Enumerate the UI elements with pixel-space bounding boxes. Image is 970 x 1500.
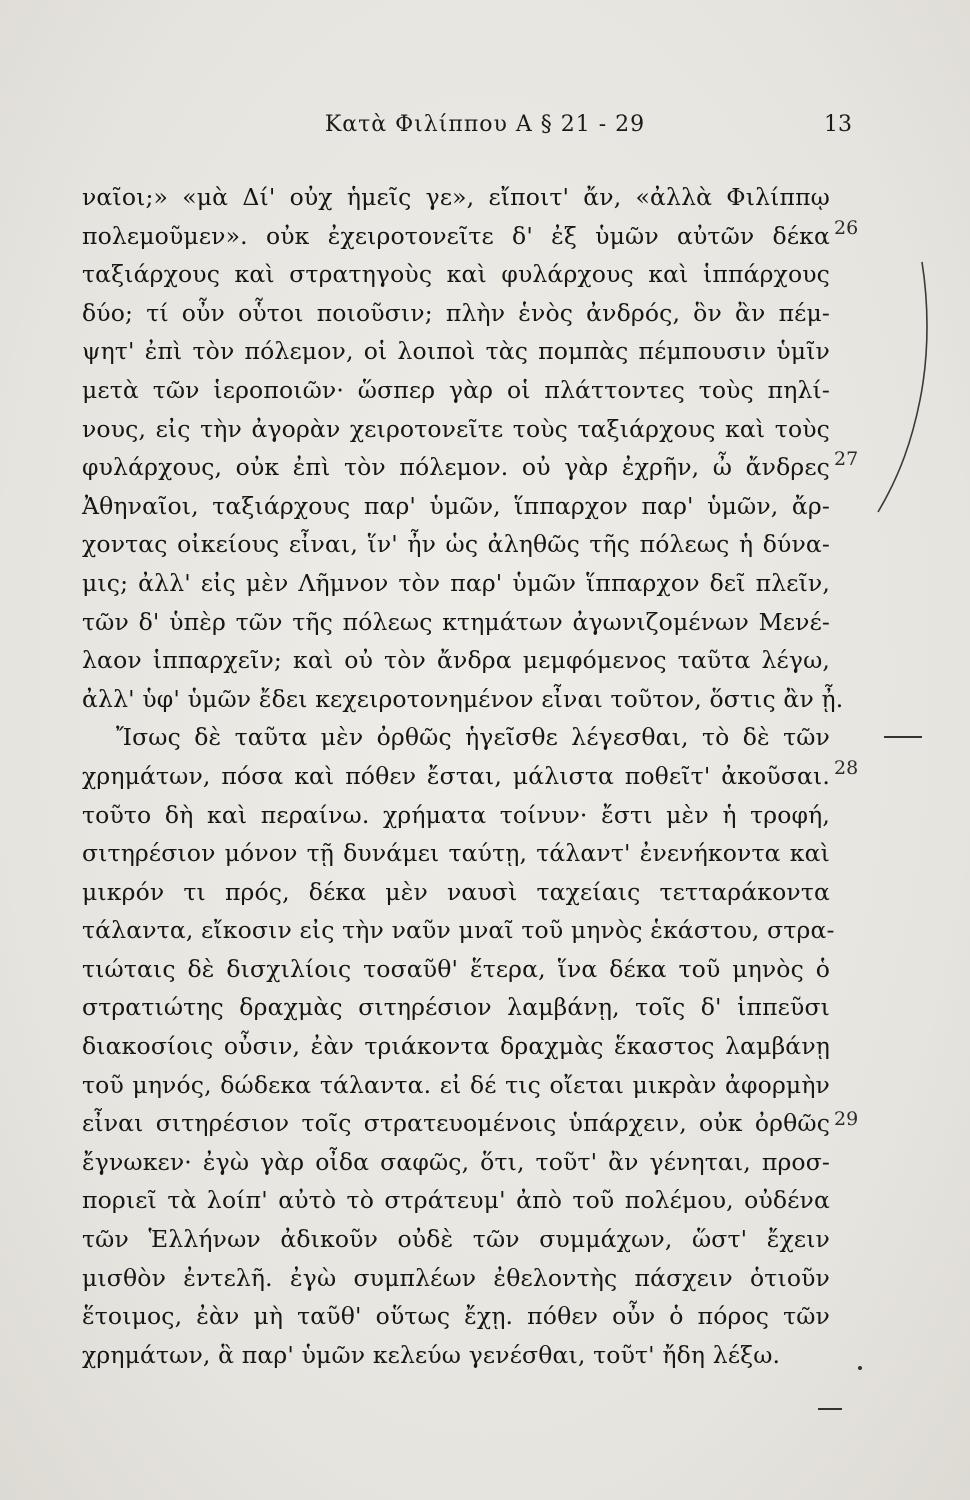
text-line: σιτηρέσιον μόνον τῇ δυνάμει ταύτῃ, τάλαντ' ἐνενήκοντα καὶ <box>82 839 830 868</box>
text-line: ἀλλ' ὑφ' ὑμῶν ἔδει κεχειροτονημένον εἶναι τοῦτον, ὅστις ἂν ᾖ. <box>82 684 844 713</box>
pencil-dash <box>818 1408 842 1410</box>
text-line: στρατιώτης δραχμὰς σιτηρέσιον λαμβάνῃ, τοῖς δ' ἱππεῦσι <box>82 993 830 1022</box>
text-line: νους, εἰς τὴν ἀγορὰν χειροτονεῖτε τοὺς ταξιάρχους καὶ τοὺς <box>82 414 830 443</box>
pencil-mark <box>820 240 940 520</box>
text-line: τῶν δ' ὑπὲρ τῶν τῆς πόλεως κτημάτων ἀγωνιζομένων Μενέ- <box>82 607 830 636</box>
running-head <box>0 112 970 148</box>
pencil-dash <box>884 736 922 738</box>
text-line: φυλάρχους, οὐκ ἐπὶ τὸν πόλεμον. οὐ γὰρ ἐχρῆν, ὦ ἄνδρες <box>82 453 830 482</box>
text-line: εἶναι σιτηρέσιον τοῖς στρατευομένοις ὑπάρχειν, οὐκ ὀρθῶς <box>82 1109 830 1138</box>
text-line: τάλαντα, εἴκοσιν εἰς τὴν ναῦν μναῖ τοῦ μηνὸς ἑκάστου, στρα- <box>82 916 835 945</box>
text-line: χρημάτων, ἃ παρ' ὑμῶν κελεύω γενέσθαι, τοῦτ' ἤδη λέξω. <box>82 1340 781 1369</box>
page-number: 13 <box>824 112 852 137</box>
text-line: χοντας οἰκείους εἶναι, ἵν' ἦν ὡς ἀληθῶς τῆς πόλεως ἡ δύνα- <box>82 530 830 559</box>
text-line: ψητ' ἐπὶ τὸν πόλεμον, οἱ λοιποὶ τὰς πομπὰς πέμπουσιν ὑμῖν <box>82 337 830 366</box>
text-line: δύο; τί οὖν οὗτοι ποιοῦσιν; πλὴν ἑνὸς ἀνδρός, ὃν ἂν πέμ- <box>82 298 830 327</box>
margin-section-number: 28 <box>834 757 859 779</box>
pencil-dot <box>858 1366 862 1370</box>
text-line: τιώταις δὲ δισχιλίοις τοσαῦθ' ἕτερα, ἵνα δέκα τοῦ μηνὸς ὁ <box>82 954 830 983</box>
text-line: μετὰ τῶν ἱεροποιῶν· ὥσπερ γὰρ οἱ πλάττοντες τοὺς πηλί- <box>82 375 830 404</box>
text-line: τοῦ μηνός, δώδεκα τάλαντα. εἰ δέ τις οἴεται μικρὰν ἀφορμὴν <box>82 1070 830 1099</box>
text-line: Ἴσως δὲ ταῦτα μὲν ὀρθῶς ἡγεῖσθε λέγεσθαι, τὸ δὲ τῶν <box>116 723 830 752</box>
text-line: τοῦτο δὴ καὶ περαίνω. χρήματα τοίνυν· ἔστι μὲν ἡ τροφή, <box>82 800 830 829</box>
margin-section-number: 29 <box>834 1108 859 1130</box>
text-line: μικρόν τι πρός, δέκα μὲν ναυσὶ ταχείαις τετταράκοντα <box>82 877 830 906</box>
body-text <box>82 178 844 1374</box>
text-line: ταξιάρχους καὶ στρατηγοὺς καὶ φυλάρχους καὶ ἱππάρχους <box>82 260 830 289</box>
text-line: χρημάτων, πόσα καὶ πόθεν ἔσται, μάλιστα ποθεῖτ' ἀκοῦσαι. <box>82 761 830 790</box>
text-line: λαον ἱππαρχεῖν; καὶ οὐ τὸν ἄνδρα μεμφόμενος ταῦτα λέγω, <box>82 646 830 675</box>
text-line: ναῖοι;» «μὰ Δί' οὐχ ἡμεῖς γε», εἴποιτ' ἄν, «ἀλλὰ Φιλίππῳ <box>82 183 830 211</box>
text-line: μισθὸν ἐντελῆ. ἐγὼ συμπλέων ἐθελοντὴς πάσχειν ὁτιοῦν <box>82 1263 830 1292</box>
text-line: ἕτοιμος, ἐὰν μὴ ταῦθ' οὕτως ἔχῃ. πόθεν οὖν ὁ πόρος τῶν <box>82 1302 830 1331</box>
margin-section-number: 26 <box>834 217 859 239</box>
text-line: πολεμοῦμεν». οὐκ ἐχειροτονεῖτε δ' ἐξ ὑμῶν αὐτῶν δέκα <box>82 221 830 250</box>
text-line: Ἀθηναῖοι, ταξιάρχους παρ' ὑμῶν, ἵππαρχον παρ' ὑμῶν, ἄρ- <box>82 491 830 520</box>
text-line: μις; ἀλλ' εἰς μὲν Λῆμνον τὸν παρ' ὑμῶν ἵππαρχον δεῖ πλεῖν, <box>82 568 830 597</box>
text-line: διακοσίοις οὖσιν, ἐὰν τριάκοντα δραχμὰς ἕκαστος λαμβάνῃ <box>82 1032 830 1061</box>
text-line: τῶν Ἑλλήνων ἀδικοῦν οὐδὲ τῶν συμμάχων, ὥστ' ἔχειν <box>82 1225 830 1254</box>
text-line: ἔγνωκεν· ἐγὼ γὰρ οἶδα σαφῶς, ὅτι, τοῦτ' ἂν γένηται, προσ- <box>82 1147 830 1176</box>
running-head-title: Κατὰ Φιλίππου Α § 21 - 29 <box>324 112 646 137</box>
margin-section-number: 27 <box>834 448 859 470</box>
text-line: ποριεῖ τὰ λοίπ' αὐτὸ τὸ στράτευμ' ἀπὸ τοῦ πολέμου, οὐδένα <box>82 1186 830 1215</box>
